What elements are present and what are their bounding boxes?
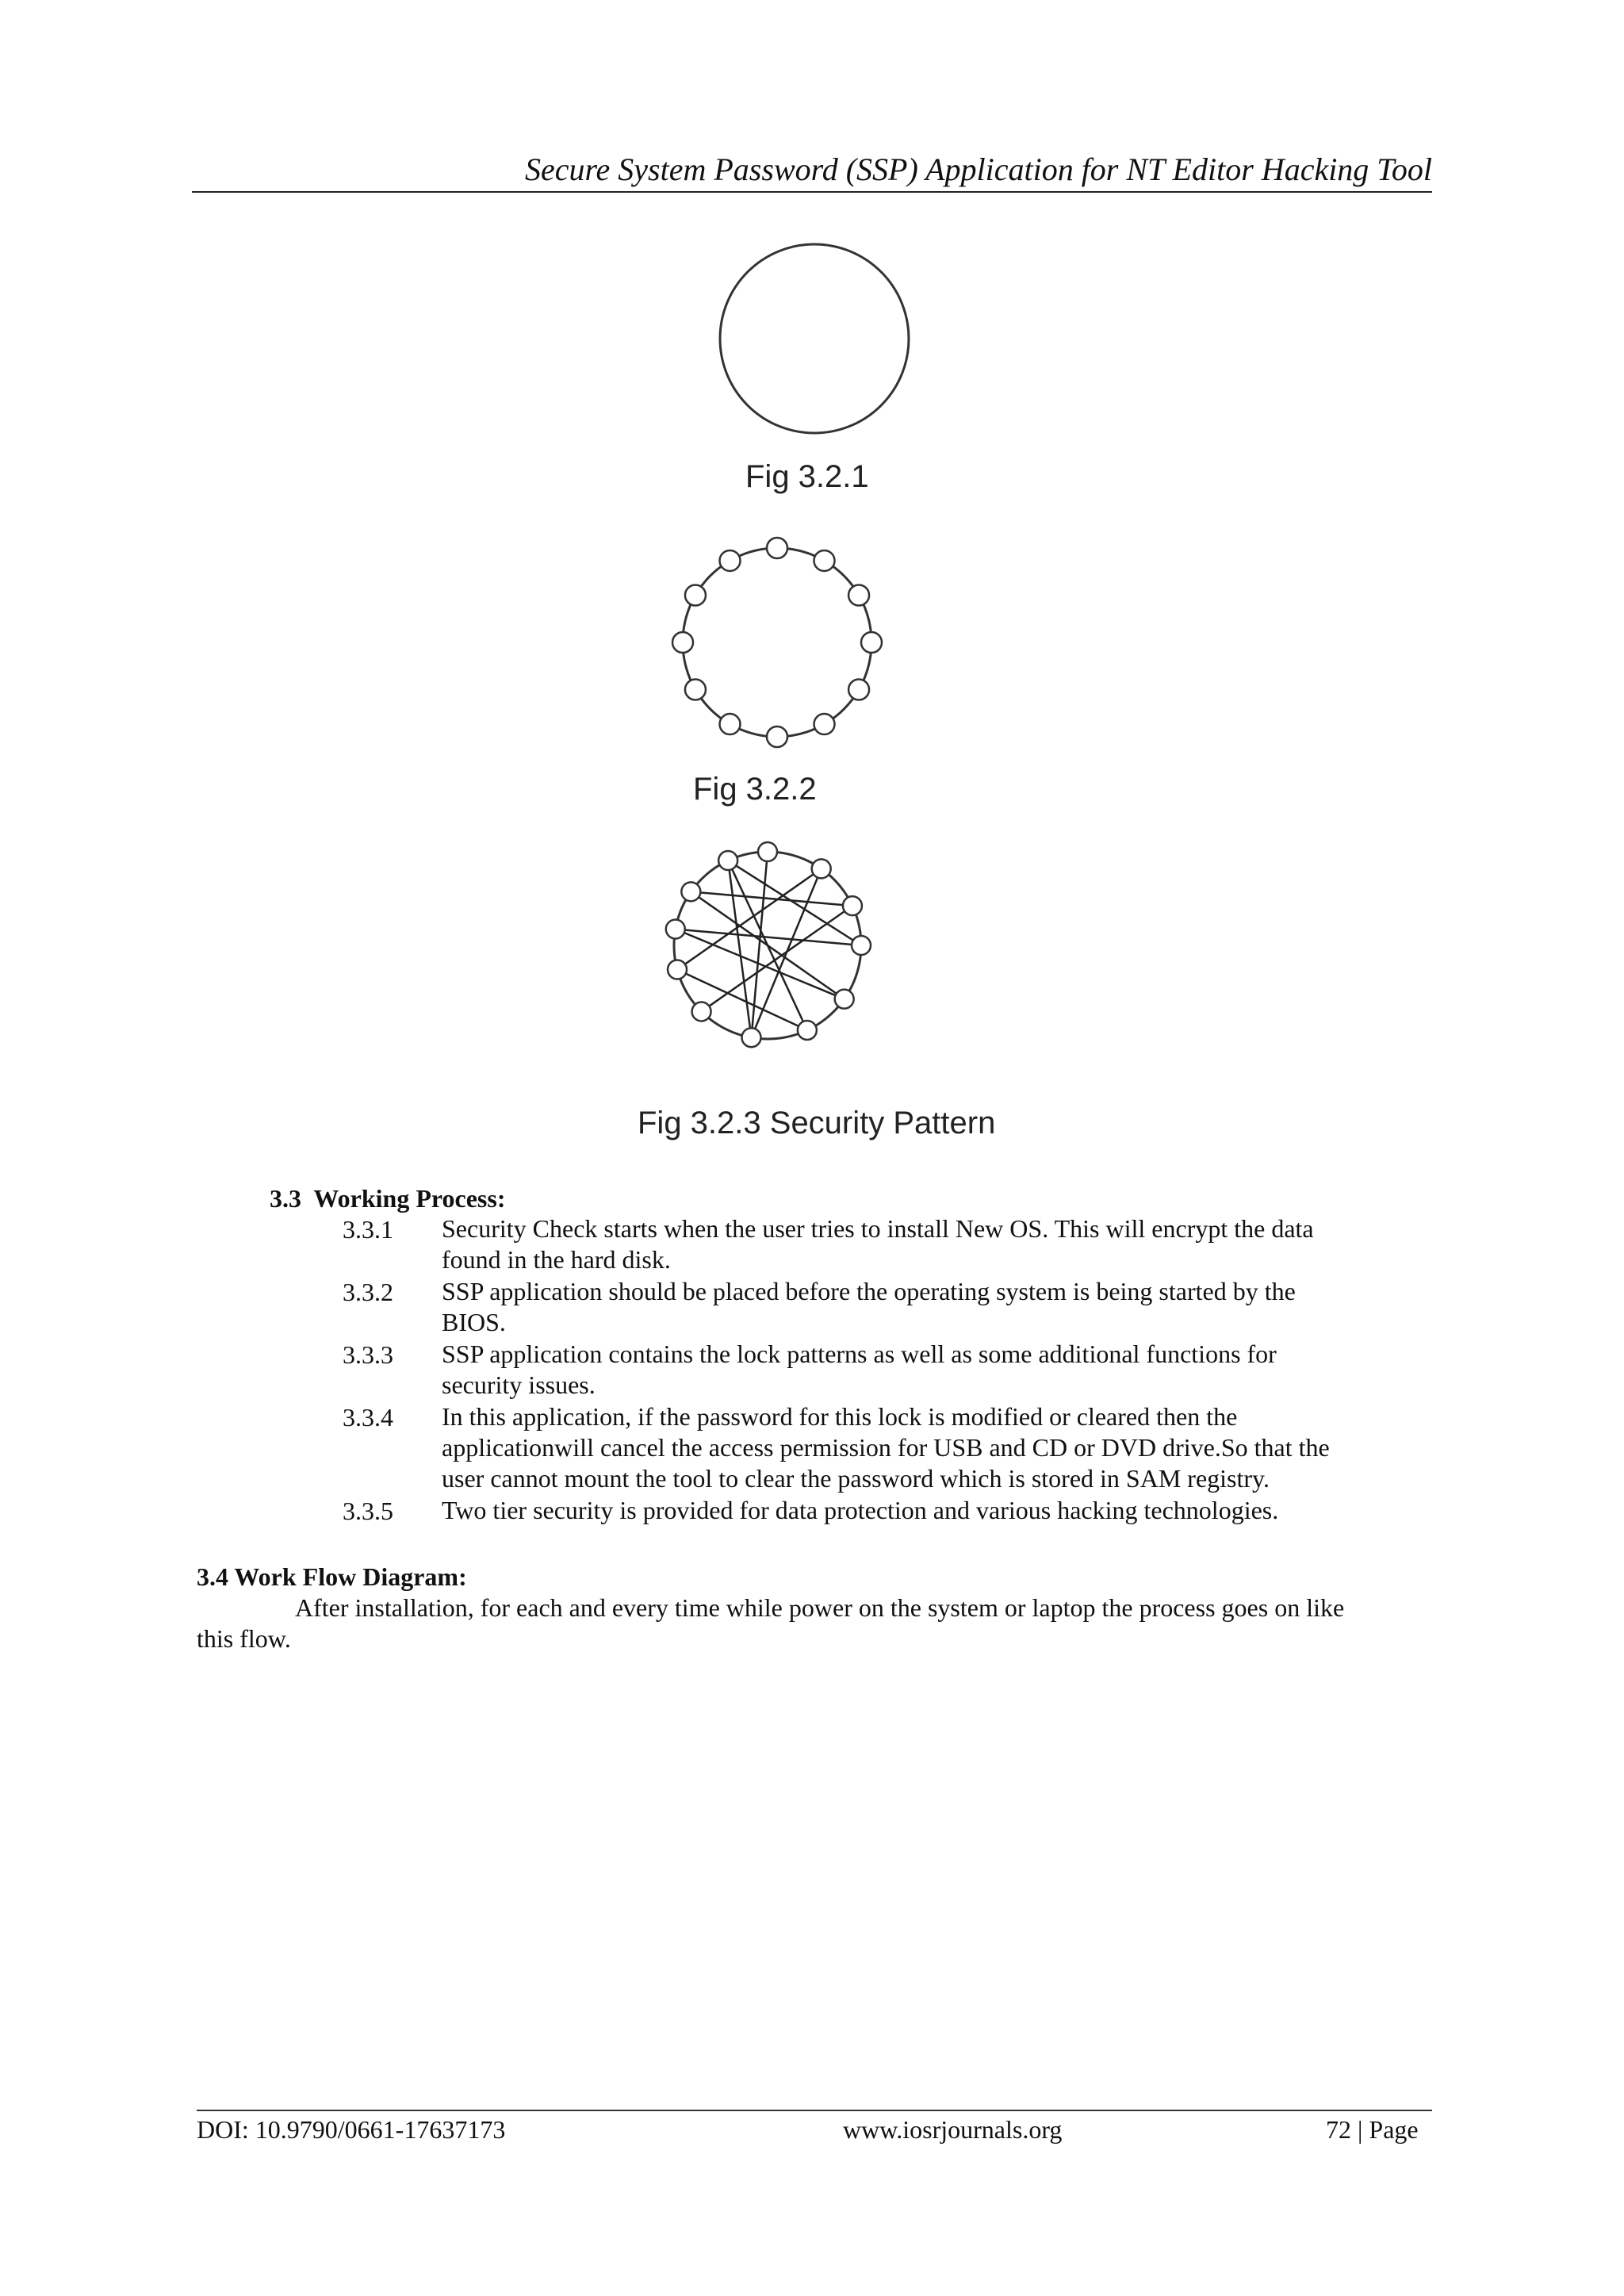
item-text (442, 1339, 1433, 1401)
figure-3-2-3 (658, 833, 880, 1055)
pattern-node (848, 680, 869, 700)
pattern-node (861, 632, 882, 653)
header-rule (192, 191, 1432, 193)
item-line: applicationwill cancel the access permission for USB and CD or DVD drive.So that the (442, 1433, 1330, 1462)
item-number: 3.3.3 (343, 1340, 393, 1369)
item-line: Two tier security is provided for data protection and various hacking technologies. (442, 1496, 1279, 1524)
pattern-node (835, 990, 854, 1009)
pattern-node (814, 714, 835, 734)
item-line: BIOS. (442, 1308, 506, 1336)
pattern-node (814, 550, 835, 571)
pattern-node (672, 632, 693, 653)
pattern-node (767, 538, 787, 558)
item-line: security issues. (442, 1370, 596, 1399)
item-text (442, 1276, 1433, 1338)
figure-3-2-2-drawing (666, 531, 888, 753)
figure-3-2-1 (715, 240, 914, 438)
figure-caption: Fig 3.2.1 (745, 459, 869, 494)
section-heading: 3.4 Work Flow Diagram: (197, 1562, 467, 1591)
section-heading: 3.3 Working Process: (270, 1184, 506, 1213)
footer-rule (197, 2110, 1432, 2111)
pattern-node (798, 1021, 817, 1040)
running-header: Secure System Password (SSP) Application for NT Editor Hacking Tool (524, 151, 1432, 187)
footer-website: www.iosrjournals.org (843, 2115, 1063, 2144)
pattern-node (852, 936, 871, 955)
figure-caption: Fig 3.2.3 Security Pattern (638, 1106, 996, 1140)
item-text (442, 1213, 1433, 1275)
footer-page-number: 72 | Page (1326, 2115, 1419, 2144)
pattern-node (685, 680, 706, 700)
item-line: SSP application should be placed before the operating system is being started by the (442, 1277, 1296, 1305)
pattern-node (718, 851, 737, 870)
item-number: 3.3.2 (343, 1278, 393, 1306)
item-text (442, 1401, 1433, 1494)
pattern-node (666, 920, 685, 939)
pattern-line (676, 930, 861, 945)
pattern-node (692, 1002, 711, 1021)
pattern-line (702, 906, 852, 1011)
pattern-node (742, 1028, 761, 1047)
paragraph-line: After installation, for each and every time while power on the system or laptop the process goes on like (295, 1593, 1345, 1622)
pattern-node (720, 714, 741, 734)
item-line: Security Check starts when the user tries to install New OS. This will encrypt the data (442, 1214, 1314, 1243)
item-line: user cannot mount the tool to clear the password which is stored in SAM registry. (442, 1464, 1270, 1493)
figure-caption: Fig 3.2.2 (693, 772, 817, 807)
paragraph-line: this flow. (197, 1624, 291, 1653)
pattern-line (677, 970, 807, 1030)
figure-3-2-2 (666, 531, 888, 753)
plain-circle (720, 244, 909, 433)
item-line: In this application, if the password for this lock is modified or cleared then the (442, 1402, 1238, 1431)
item-text (442, 1495, 1433, 1526)
item-line: SSP application contains the lock patterns as well as some additional functions for (442, 1340, 1277, 1368)
pattern-node (843, 896, 862, 915)
item-number: 3.3.4 (343, 1403, 393, 1432)
pattern-node (720, 550, 741, 571)
pattern-node (685, 585, 706, 606)
pattern-node (758, 842, 777, 861)
figure-3-2-3-drawing (658, 833, 880, 1055)
pattern-node (767, 726, 787, 747)
item-number: 3.3.5 (343, 1497, 393, 1525)
figure-3-2-1-drawing (715, 240, 914, 438)
pattern-node (668, 960, 687, 979)
item-line: found in the hard disk. (442, 1245, 671, 1274)
pattern-node (681, 882, 700, 901)
item-number: 3.3.1 (343, 1215, 393, 1244)
pattern-node (848, 585, 869, 606)
dot-ring (683, 548, 871, 737)
pattern-node (812, 859, 831, 878)
footer-doi: DOI: 10.9790/0661-17637173 (197, 2115, 506, 2144)
